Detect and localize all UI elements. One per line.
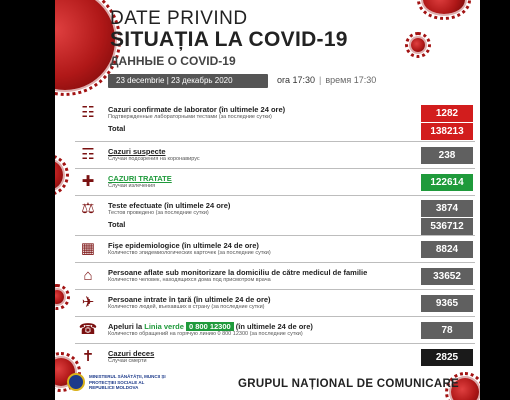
- stat-total-label: Total: [108, 124, 126, 133]
- ministry-name: MINISTERUL SĂNĂTĂȚII, MUNCII ȘI PROTECȚIEI SOCIALE AL REPUBLICII MOLDOVA: [89, 374, 166, 390]
- stat-value: 238: [421, 147, 473, 164]
- green-line-label: Linia verde: [144, 322, 184, 331]
- stat-row-tests: [75, 196, 475, 236]
- header-title-line2: SITUAȚIA LA COVID-19: [110, 28, 348, 51]
- stat-title: Cazuri deces: [108, 349, 155, 358]
- stat-subtitle: Количество человек, находящихся дома под присмотром врача: [108, 277, 271, 283]
- stat-row-confirmed: [75, 100, 475, 142]
- stat-value: 3874: [421, 200, 473, 217]
- stat-value: 78: [421, 322, 473, 339]
- suspect-case-icon: ☶: [81, 146, 95, 163]
- country-entry-icon: ✈: [81, 294, 95, 311]
- home-monitoring-icon: ⌂: [83, 267, 93, 284]
- stat-row-hotline: [75, 317, 475, 344]
- stat-row-epidemiology: [75, 236, 475, 263]
- stat-title-part1: Apeluri la: [108, 322, 145, 331]
- time-ru: время 17:30: [325, 75, 377, 85]
- ministry-emblem-icon: [67, 373, 85, 391]
- stat-subtitle: Количество обращений на горячую линию 0 800 12300 (за последние сутки): [108, 331, 303, 337]
- stat-value: 1282: [421, 105, 473, 122]
- time-ro: ora 17:30: [277, 75, 316, 85]
- stat-title: CAZURI TRATATE: [108, 174, 172, 183]
- header-title-line3: ДАННЫЕ О COVID-19: [110, 54, 236, 68]
- stat-subtitle: Подтвержденные лабораторными тестами (за последние сутки): [108, 114, 272, 120]
- stat-title: [108, 322, 397, 331]
- stat-total-value: 138213: [421, 123, 473, 140]
- stat-row-deaths: [75, 344, 475, 371]
- virus-icon: [55, 160, 63, 190]
- date-badge: 23 decembrie | 23 декабрь 2020: [108, 74, 268, 88]
- epidemiology-file-icon: ▦: [80, 240, 96, 257]
- stat-title: Teste efectuate (în ultimele 24 ore): [108, 201, 231, 210]
- tombstone-icon: ✝: [81, 348, 95, 365]
- stat-subtitle: Количество эпидемиологических карточек (за последние сутки): [108, 250, 271, 256]
- stat-subtitle: Случаи смерти: [108, 358, 147, 364]
- stat-row-home-monitoring: [75, 263, 475, 290]
- stat-value: 8824: [421, 241, 473, 258]
- stat-title: Persoane intrate în țară (în ultimele 24 de ore): [108, 295, 271, 304]
- stat-total-value: 536712: [421, 218, 473, 235]
- recovered-icon: ✚: [81, 173, 95, 190]
- stats-list: [75, 100, 475, 371]
- virus-icon: [55, 0, 115, 90]
- time-info: ora 17:30 | время 17:30: [277, 75, 377, 85]
- header-title-line1: DATE PRIVIND: [110, 8, 248, 29]
- stat-subtitle: Тестов проведено (за последние сутки): [108, 210, 209, 216]
- stat-subtitle: Случаи подозрения на коронавирус: [108, 156, 200, 162]
- infographic-poster: [55, 0, 480, 400]
- hotline-number: 0 800 12300: [186, 322, 234, 331]
- virus-icon: [55, 290, 64, 304]
- stat-row-suspect: [75, 142, 475, 169]
- stat-title: Fișe epidemiologice (în ultimele 24 de ore): [108, 241, 259, 250]
- communication-group-title: GRUPUL NAȚIONAL DE COMUNICARE: [238, 378, 460, 390]
- stat-title: Persoane aflate sub monitorizare la domiciliu de către medicul de familie: [108, 268, 368, 277]
- test-tubes-icon: ⚖: [81, 200, 95, 217]
- stat-title-part2: (în ultimele 24 de ore): [233, 322, 313, 331]
- stat-subtitle: Количество людей, въехавших в страну (за последние сутки): [108, 304, 265, 310]
- stat-value: 9365: [421, 295, 473, 312]
- phone-icon: ☎: [78, 321, 98, 338]
- stat-row-recovered: [75, 169, 475, 196]
- stat-total-label: Total: [108, 220, 126, 229]
- virus-icon: [411, 38, 425, 52]
- stat-value: 122614: [421, 174, 473, 191]
- lab-test-icon: ☷: [81, 104, 95, 121]
- stat-value: 2825: [421, 349, 473, 366]
- stat-value: 33652: [421, 268, 473, 285]
- stat-title: Cazuri suspecte: [108, 147, 166, 156]
- virus-icon: [423, 0, 465, 14]
- stat-title: Cazuri confirmate de laborator (în ultimele 24 ore): [108, 105, 286, 114]
- stat-subtitle: Случаи излечения: [108, 183, 156, 189]
- stat-row-country-entry: [75, 290, 475, 317]
